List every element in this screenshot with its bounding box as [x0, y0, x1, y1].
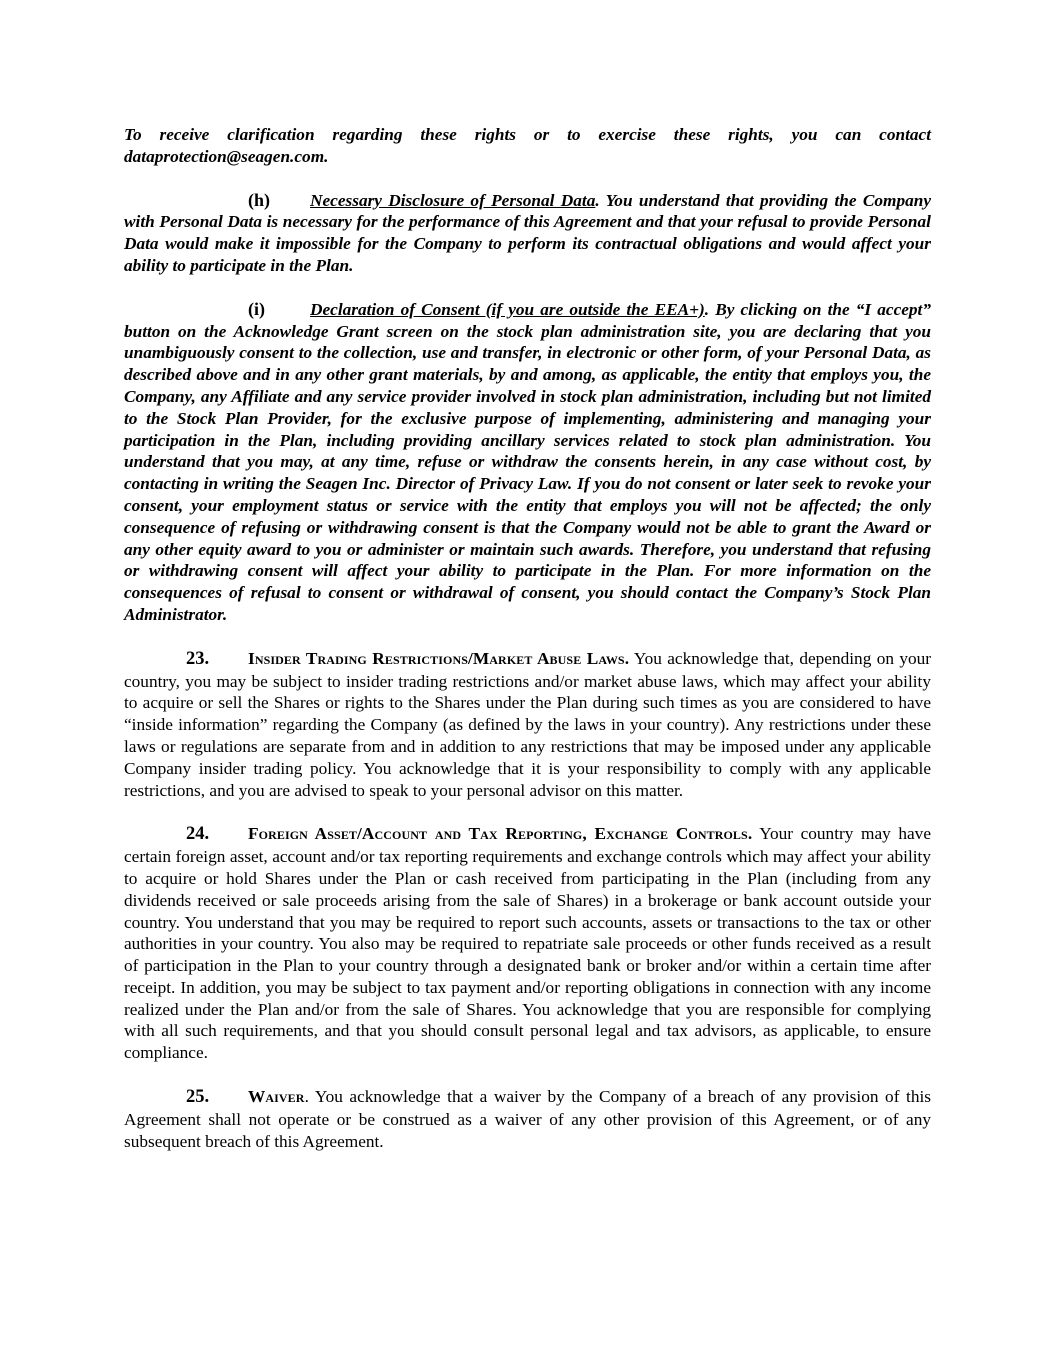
section-25-paragraph	[124, 1086, 931, 1152]
clause-h-indent	[124, 190, 310, 212]
clause-i-indent	[124, 299, 310, 321]
section-24-title: Foreign Asset/Account and Tax Reporting, Exchange Controls.	[248, 824, 753, 844]
clause-i-heading: Declaration of Consent (if you are outside the EEA+)	[310, 299, 705, 319]
clause-h-heading: Necessary Disclosure of Personal Data	[310, 190, 596, 210]
section-25-number: 25.	[186, 1087, 210, 1108]
clause-i-paragraph	[124, 299, 931, 626]
section-24-body: Your country may have certain foreign asset, account and/or tax reporting requirements and exchange controls which may affect your ability to acquire or hold Shares under the Plan or cash received from participating in the Plan (including from any dividends received or sale proceeds arising from the sale of Shares) in a brokerage or bank account outside your country. You understand that you may be required to report such accounts, assets or transactions to the tax or other authorities in your country. You also may be required to repatriate sale proceeds or other funds received as a result of participation in the Plan to your country through a designated bank or broker and/or within a certain time after receipt. In addition, you may be subject to tax payment and/or reporting obligations in connection with any income realized under the Plan and/or from the sale of Shares. You acknowledge that you are responsible for complying with all such requirements, and that you should consult personal legal and tax advisors, as applicable, to ensure compliance.	[124, 824, 931, 1063]
section-23-number: 23.	[186, 648, 210, 669]
intro-paragraph: To receive clarification regarding these rights or to exercise these rights, you can contact dataprotection@seagen.com.	[124, 125, 931, 166]
clause-h-paragraph	[124, 190, 931, 277]
section-23-body: You acknowledge that, depending on your country, you may be subject to insider trading restrictions and/or market abuse laws, which may affect your ability to acquire or sell the Shares or rights to the Shares under the Plan during such times as you are considered to have “inside information” regarding the Company (as defined by the laws in your country). Any restrictions under these laws or regulations are separate from and in addition to any restrictions that may be imposed under any applicable Company insider trading policy. You acknowledge that it is your responsibility to comply with any applicable restrictions, and you are advised to speak to your personal advisor on this matter.	[124, 648, 932, 800]
document-page	[124, 124, 931, 1152]
section-23-paragraph	[124, 648, 931, 802]
section-24-number: 24.	[186, 824, 210, 845]
clause-h-label: (h)	[248, 189, 270, 210]
section-24-paragraph	[124, 823, 931, 1064]
section-25-title: Waiver	[248, 1087, 305, 1107]
clause-i-label: (i)	[248, 298, 265, 319]
section-23-title: Insider Trading Restrictions/Market Abuse Laws.	[248, 648, 630, 668]
clause-h-body: . You understand that providing the Company with Personal Data is necessary for the performance of this Agreement and that your refusal to provide Personal Data would make it impossible for the Company to perform its contractual obligations and would affect your ability to participate in the Plan.	[124, 190, 932, 275]
section-25-body: . You acknowledge that a waiver by the Company of a breach of any provision of this Agreement shall not operate or be construed as a waiver of any other provision of this Agreement, or of any subsequent breach of this Agreement.	[124, 1087, 931, 1151]
clause-i-body: . By clicking on the “I accept” button on the Acknowledge Grant screen on the stock plan administration site, you are declaring that you unambiguously consent to the collection, use and transfer, in electronic or other form, of your Personal Data, as described above and in any other grant materials, by and among, as applicable, the entity that employs you, the Company, any Affiliate and any service provider involved in stock plan administration, including but not limited to the Stock Plan Provider, for the exclusive purpose of implementing, administering and managing your participation in the Plan, including providing ancillary services related to stock plan administration. You understand that you may, at any time, refuse or withdraw the consents herein, in any case without cost, by contacting in writing the Seagen Inc. Director of Privacy Law. If you do not consent or later seek to revoke your consent, your employment status or service with the entity that employs you will not be affected; the only consequence of refusing or withdrawing consent is that the Company would not be able to grant the Award or any other equity award to you or administer or maintain such awards. Therefore, you understand that refusing or withdrawing consent will affect your ability to participate in the Plan. For more information on the consequences of refusal to consent or withdrawal of consent, you should contact the Company’s Stock Plan Administrator.	[124, 299, 932, 624]
